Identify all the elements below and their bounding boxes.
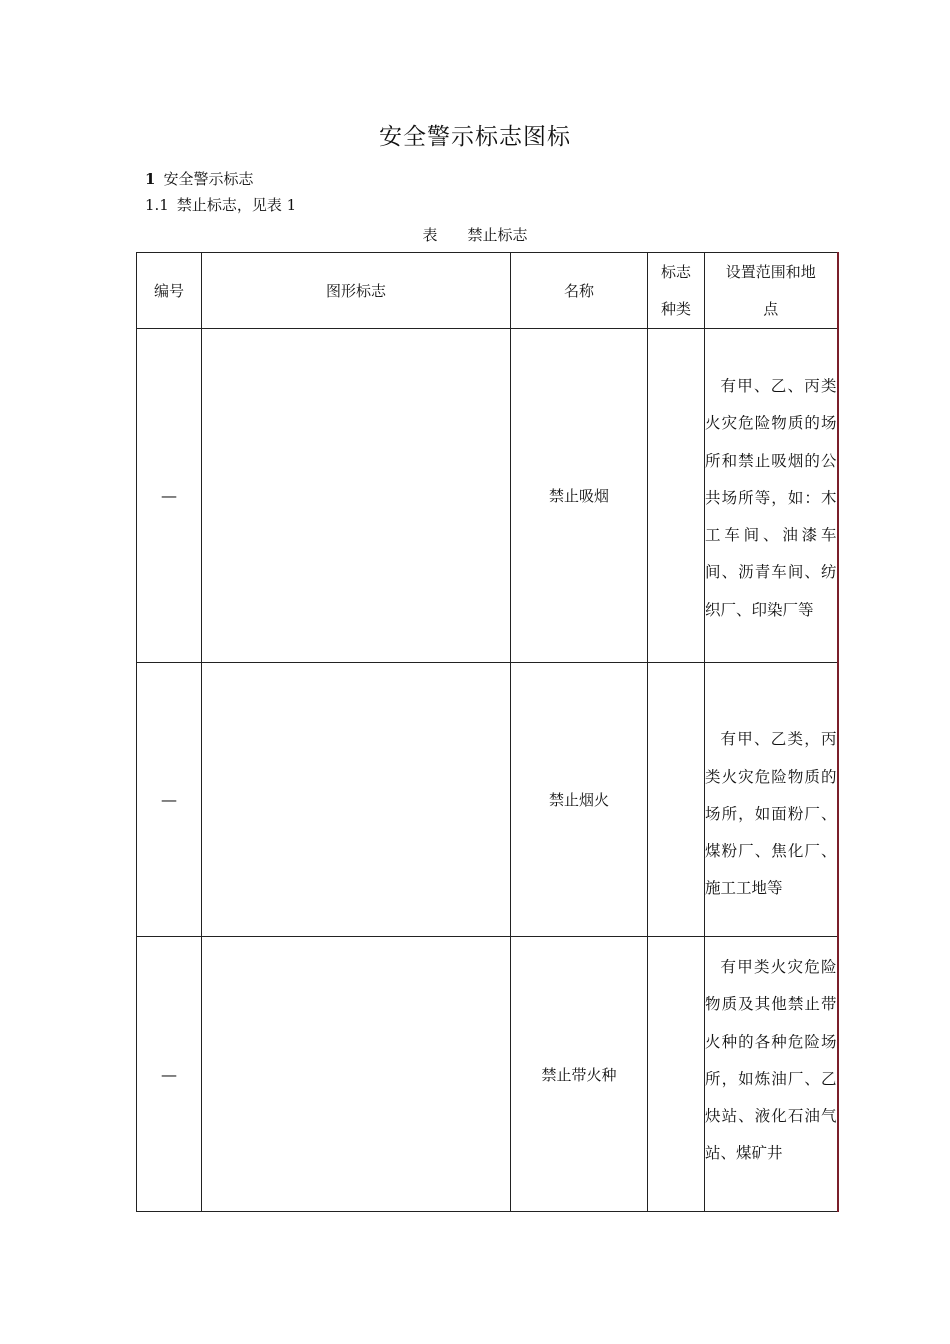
table-row: [137, 663, 838, 937]
row-number: —: [137, 663, 202, 937]
place-cell: [705, 663, 838, 937]
section-number: 1: [145, 170, 156, 188]
place-cell: [705, 329, 838, 663]
graphic-cell: [202, 663, 511, 937]
prohibition-signs-table: [136, 252, 839, 1212]
sign-kind: [648, 937, 705, 1212]
section-heading-1: [145, 168, 253, 189]
place-text: 有甲类火灾危险物质及其他禁止带火种的各种危险场所，如炼油厂、乙炔站、液化石油气站、煤矿井: [705, 958, 837, 1163]
place-cell: [705, 937, 838, 1212]
sign-kind: [648, 329, 705, 663]
header-kind: [648, 253, 705, 329]
subsection-number: 1.1: [145, 196, 169, 214]
sign-kind: [648, 663, 705, 937]
document-title: 安全警示标志图标: [379, 124, 571, 150]
header-kind-line1: 标志: [660, 262, 691, 281]
header-kind-line2: 种类: [660, 299, 691, 318]
graphic-cell: [202, 329, 511, 663]
header-name: 名称: [511, 253, 648, 329]
header-place-line1: 设置范围和地: [725, 262, 816, 281]
table-caption: [0, 224, 950, 245]
graphic-cell: [202, 937, 511, 1212]
table-row: [137, 937, 838, 1212]
place-text: 有甲、乙类，丙类火灾危险物质的场所，如面粉厂、煤粉厂、焦化厂、施工工地等: [705, 730, 837, 898]
header-graphic: 图形标志: [202, 253, 511, 329]
sign-name: 禁止带火种: [511, 937, 648, 1212]
caption-prefix: 表: [422, 226, 438, 244]
section-heading-1-1: [145, 194, 296, 215]
sign-name: 禁止吸烟: [511, 329, 648, 663]
place-text: 有甲、乙、丙类火灾危险物质的场所和禁止吸烟的公共场所等，如：木工车间、油漆车间、沥青车间、纺织厂、印染厂等: [705, 376, 837, 619]
header-number: 编号: [137, 253, 202, 329]
row-number: —: [137, 329, 202, 663]
section-title: 安全警示标志: [163, 170, 254, 188]
table-row: [137, 329, 838, 663]
subsection-title: 禁止标志，见表 1: [176, 196, 297, 214]
header-place: [705, 253, 838, 329]
sign-name: 禁止烟火: [511, 663, 648, 937]
header-place-line2: 点: [763, 299, 779, 318]
row-number: —: [137, 937, 202, 1212]
caption-text: 禁止标志: [467, 226, 528, 244]
table-header-row: [137, 253, 838, 329]
